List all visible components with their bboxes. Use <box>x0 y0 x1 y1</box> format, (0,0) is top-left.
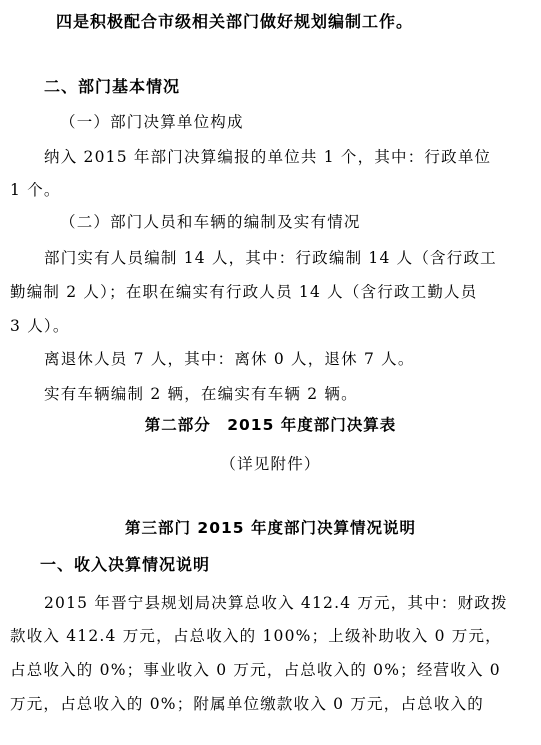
part-two-note: （详见附件） <box>220 455 321 473</box>
paragraph-line: 离退休人员 7 人，其中：离休 0 人，退休 7 人。 <box>44 350 415 368</box>
paragraph-item-four: 四是积极配合市级相关部门做好规划编制工作。 <box>56 12 414 31</box>
section-heading-basic-info: 二、部门基本情况 <box>44 77 181 96</box>
paragraph-line: 部门实有人员编制 14 人，其中：行政编制 14 人（含行政工 <box>44 249 497 267</box>
paragraph-line: 勤编制 2 人）；在职在编实有行政人员 14 人（含行政工勤人员 <box>10 283 478 301</box>
subsection-title-unit-composition: （一）部门决算单位构成 <box>60 113 244 131</box>
section-heading-income: 一、收入决算情况说明 <box>40 555 211 574</box>
part-two-title: 第二部分 2015 年度部门决算表 <box>144 416 397 434</box>
paragraph-line: 3 人）。 <box>10 317 70 335</box>
paragraph-line: 1 个。 <box>10 181 61 199</box>
subsection-title-staff-vehicles: （二）部门人员和车辆的编制及实有情况 <box>60 213 361 231</box>
part-three-title: 第三部门 2015 年度部门决算情况说明 <box>125 519 416 537</box>
paragraph-line: 万元，占总收入的 0%；附属单位缴款收入 0 万元，占总收入的 <box>10 695 484 713</box>
paragraph-line: 纳入 2015 年部门决算编报的单位共 1 个，其中：行政单位 <box>44 148 492 166</box>
paragraph-line: 占总收入的 0%；事业收入 0 万元，占总收入的 0%；经营收入 0 <box>10 661 501 679</box>
paragraph-line: 实有车辆编制 2 辆，在编实有车辆 2 辆。 <box>44 385 358 403</box>
paragraph-line: 2015 年晋宁县规划局决算总收入 412.4 万元，其中：财政拨 <box>44 594 508 612</box>
paragraph-line: 款收入 412.4 万元，占总收入的 100%；上级补助收入 0 万元， <box>10 627 502 645</box>
